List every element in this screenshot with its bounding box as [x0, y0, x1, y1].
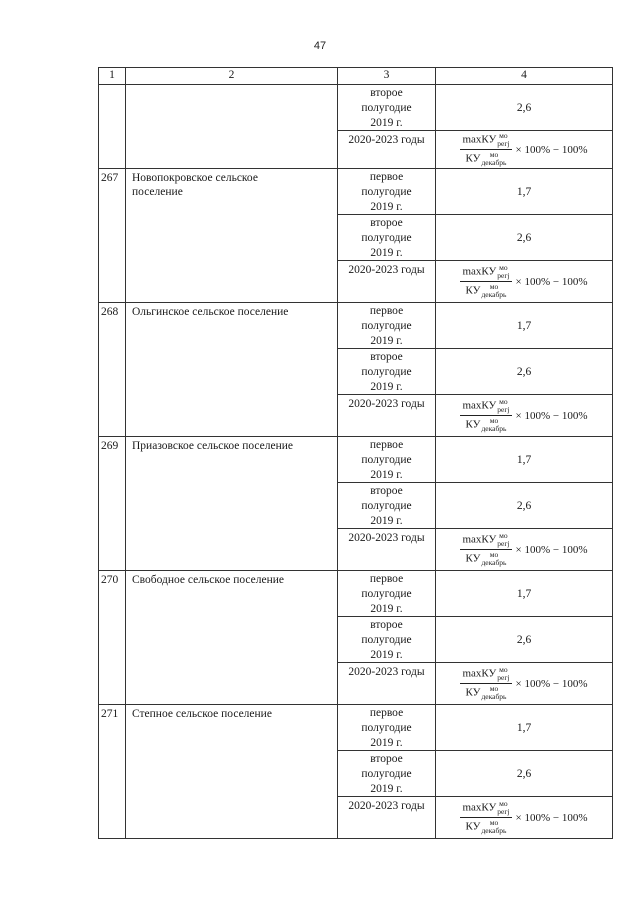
period-line: 2019 г. — [370, 335, 403, 347]
row-number-cell — [99, 85, 126, 169]
value-first-half-cell: 1,7 — [436, 705, 613, 751]
period-years-cell: 2020-2023 годы — [338, 261, 436, 303]
fraction — [460, 398, 511, 433]
formula-cell — [436, 395, 613, 437]
period-line: полугодие — [361, 320, 412, 332]
period-line: полугодие — [361, 588, 412, 600]
period-line: полугодие — [361, 186, 412, 198]
fraction — [460, 532, 511, 567]
fraction-numerator: maxКУ мо регj — [462, 263, 510, 280]
period-line: 2019 г. — [370, 201, 403, 213]
period-line: первое — [369, 171, 404, 183]
header-cell-2: 2 — [126, 68, 338, 85]
period-line: второе — [370, 217, 403, 229]
period-line: 2019 г. — [370, 469, 403, 481]
row-number-cell: 270 — [99, 571, 126, 705]
period-line: 2019 г. — [370, 247, 403, 259]
settlement-name-line: Новопокровское сельское — [132, 172, 258, 184]
header-cell-3: 3 — [338, 68, 436, 85]
row-number-cell: 267 — [99, 169, 126, 303]
value-second-half-cell: 2,6 — [436, 349, 613, 395]
settlement-name-line: Степное сельское поселение — [132, 708, 272, 720]
period-first-half-cell — [338, 437, 436, 483]
period-line: второе — [370, 87, 403, 99]
period-line: второе — [370, 351, 403, 363]
period-line: второе — [370, 619, 403, 631]
fraction-numerator: maxКУ мо регj — [462, 665, 510, 682]
period-line: полугодие — [361, 102, 412, 114]
fraction-denominator: КУ мо декабрь — [465, 684, 507, 701]
period-line: первое — [369, 439, 404, 451]
fraction-numerator: maxКУ мо регj — [462, 531, 510, 548]
formula — [460, 132, 587, 167]
period-first-half-cell — [338, 303, 436, 349]
period-line: 2019 г. — [370, 737, 403, 749]
period-line: полугодие — [361, 454, 412, 466]
formula — [460, 800, 587, 835]
value-second-half-cell: 2,6 — [436, 215, 613, 261]
period-first-half-cell — [338, 571, 436, 617]
fraction-numerator: maxКУ мо регj — [462, 131, 510, 148]
settlement-name-cell — [126, 303, 338, 437]
fraction-numerator: maxКУ мо регj — [462, 799, 510, 816]
formula — [460, 398, 587, 433]
value-first-half-cell: 1,7 — [436, 437, 613, 483]
value-second-half-cell: 2,6 — [436, 617, 613, 663]
value-first-half-cell: 1,7 — [436, 303, 613, 349]
settlement-name-line: поселение — [132, 186, 183, 198]
formula-tail: × 100% − 100% — [515, 543, 588, 556]
period-line: 2019 г. — [370, 649, 403, 661]
period-years-cell: 2020-2023 годы — [338, 529, 436, 571]
period-line: полугодие — [361, 634, 412, 646]
fraction-denominator: КУ мо декабрь — [465, 282, 507, 299]
formula-cell — [436, 797, 613, 839]
formula — [460, 532, 587, 567]
settlement-name-cell — [126, 437, 338, 571]
row-number-cell: 271 — [99, 705, 126, 839]
formula-cell — [436, 529, 613, 571]
settlement-name-line: Свободное сельское поселение — [132, 574, 285, 586]
period-years-cell: 2020-2023 годы — [338, 131, 436, 169]
value-first-half-cell: 1,7 — [436, 571, 613, 617]
period-second-half-cell — [338, 349, 436, 395]
settlement-name-cell — [126, 571, 338, 705]
period-line: полугодие — [361, 500, 412, 512]
period-line: 2019 г. — [370, 783, 403, 795]
period-line: 2019 г. — [370, 515, 403, 527]
period-line: полугодие — [361, 768, 412, 780]
table-row — [99, 705, 613, 751]
value-cell: 2,6 — [436, 85, 613, 131]
period-line: первое — [369, 305, 404, 317]
period-line: полугодие — [361, 366, 412, 378]
period-first-half-cell — [338, 169, 436, 215]
period-years-cell: 2020-2023 годы — [338, 663, 436, 705]
formula-cell — [436, 663, 613, 705]
period-second-half-cell — [338, 751, 436, 797]
fraction — [460, 132, 511, 167]
period-line: второе — [370, 485, 403, 497]
period-second-half-cell — [338, 617, 436, 663]
formula — [460, 264, 587, 299]
formula-cell — [436, 261, 613, 303]
value-first-half-cell: 1,7 — [436, 169, 613, 215]
fraction — [460, 800, 511, 835]
continuation-row-second-half — [99, 85, 613, 131]
fraction-numerator: maxКУ мо регj — [462, 397, 510, 414]
table-row — [99, 169, 613, 215]
fraction-denominator: КУ мо декабрь — [465, 818, 507, 835]
period-line: полугодие — [361, 722, 412, 734]
header-row — [99, 68, 613, 85]
fraction — [460, 264, 511, 299]
tariff-table — [98, 67, 613, 839]
settlement-name-cell — [126, 705, 338, 839]
period-line: 2019 г. — [370, 603, 403, 615]
period-line: второе — [370, 753, 403, 765]
period-line: первое — [369, 707, 404, 719]
formula-tail: × 100% − 100% — [515, 677, 588, 690]
period-second-half-cell — [338, 483, 436, 529]
fraction-denominator: КУ мо декабрь — [465, 550, 507, 567]
fraction-denominator: КУ мо декабрь — [465, 150, 507, 167]
period-line: первое — [369, 573, 404, 585]
formula-tail: × 100% − 100% — [515, 409, 588, 422]
row-number-cell: 269 — [99, 437, 126, 571]
fraction — [460, 666, 511, 701]
fraction-denominator: КУ мо декабрь — [465, 416, 507, 433]
page-number: 47 — [313, 40, 327, 52]
period-second-half-cell — [338, 215, 436, 261]
table-row — [99, 303, 613, 349]
settlement-name-line: Ольгинское сельское поселение — [132, 306, 289, 318]
row-number-cell: 268 — [99, 303, 126, 437]
row-name-cell — [126, 85, 338, 169]
period-cell — [338, 85, 436, 131]
period-first-half-cell — [338, 705, 436, 751]
period-line: 2019 г. — [370, 117, 403, 129]
table-row — [99, 437, 613, 483]
period-line: полугодие — [361, 232, 412, 244]
header-cell-4: 4 — [436, 68, 613, 85]
period-years-cell: 2020-2023 годы — [338, 395, 436, 437]
period-years-cell: 2020-2023 годы — [338, 797, 436, 839]
settlement-name-cell — [126, 169, 338, 303]
formula — [460, 666, 587, 701]
formula-tail: × 100% − 100% — [515, 143, 588, 156]
settlement-name-line: Приазовское сельское поселение — [132, 440, 293, 452]
formula-cell — [436, 131, 613, 169]
formula-tail: × 100% − 100% — [515, 811, 588, 824]
value-second-half-cell: 2,6 — [436, 483, 613, 529]
table-row — [99, 571, 613, 617]
formula-tail: × 100% − 100% — [515, 275, 588, 288]
value-second-half-cell: 2,6 — [436, 751, 613, 797]
period-line: 2019 г. — [370, 381, 403, 393]
header-cell-1: 1 — [99, 68, 126, 85]
